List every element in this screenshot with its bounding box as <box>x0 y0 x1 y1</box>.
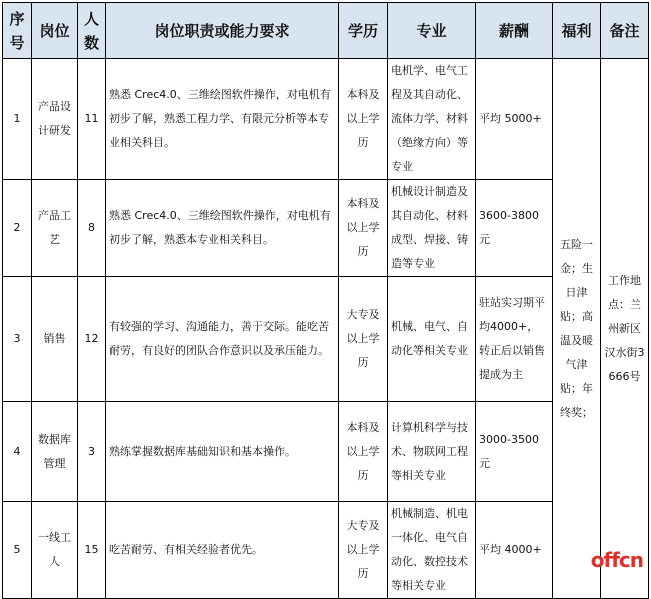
row-count: 12 <box>78 277 106 402</box>
row-salary: 3600-3800 元 <box>476 180 553 277</box>
row-salary: 平均 4000+ <box>476 502 553 599</box>
row-post: 产品工艺 <box>32 180 78 277</box>
row-seq: 2 <box>3 180 32 277</box>
row-duty: 熟悉 Crec4.0、三维绘图软件操作，对电机有初步了解，熟悉工程力学、有限元分析等本专业相关科目。 <box>106 59 339 180</box>
header-seq: 序号 <box>3 3 32 59</box>
header-duty: 岗位职责或能力要求 <box>106 3 339 59</box>
row-salary: 3000-3500 元 <box>476 402 553 502</box>
row-post: 销售 <box>32 277 78 402</box>
row-edu: 本科及以上学历 <box>339 59 388 180</box>
header-post: 岗位 <box>32 3 78 59</box>
table-row <box>3 402 649 502</box>
row-salary: 驻站实习期平均4000+，转正后以销售提成为主 <box>476 277 553 402</box>
header-row <box>3 3 649 59</box>
header-welfare: 福利 <box>553 3 601 59</box>
table-row <box>3 277 649 402</box>
row-count: 8 <box>78 180 106 277</box>
row-post: 产品设计研发 <box>32 59 78 180</box>
row-count: 3 <box>78 402 106 502</box>
row-seq: 4 <box>3 402 32 502</box>
row-edu: 本科及以上学历 <box>339 402 388 502</box>
welfare-cell: 五险一金；生日津贴；高温及暖气津贴；年终奖； <box>553 59 601 599</box>
row-major: 机械制造、机电一体化、电气自动化、数控技术等相关专业 <box>388 502 476 599</box>
row-duty: 熟悉 Crec4.0、三维绘图软件操作，对电机有初步了解，熟悉本专业相关科目。 <box>106 180 339 277</box>
remark-cell: 工作地点：兰州新区汉水街3666号 <box>601 59 649 599</box>
offcn-watermark: offcn <box>590 548 643 572</box>
table-row <box>3 180 649 277</box>
row-major: 计算机科学与技术、物联网工程等相关专业 <box>388 402 476 502</box>
row-count: 11 <box>78 59 106 180</box>
header-salary: 薪酬 <box>476 3 553 59</box>
header-edu: 学历 <box>339 3 388 59</box>
row-edu: 本科及以上学历 <box>339 180 388 277</box>
row-duty: 有较强的学习、沟通能力，善于交际。能吃苦耐劳，有良好的团队合作意识以及承压能力。 <box>106 277 339 402</box>
row-seq: 1 <box>3 59 32 180</box>
row-post: 数据库管理 <box>32 402 78 502</box>
table-row <box>3 59 649 180</box>
table-row <box>3 502 649 599</box>
row-duty: 吃苦耐劳、有相关经验者优先。 <box>106 502 339 599</box>
row-major: 电机学、电气工程及其自动化、流体力学、材料（绝缘方向）等专业 <box>388 59 476 180</box>
header-remark: 备注 <box>601 3 649 59</box>
recruitment-table <box>2 2 649 599</box>
row-post: 一线工人 <box>32 502 78 599</box>
row-seq: 5 <box>3 502 32 599</box>
row-edu: 大专及以上学历 <box>339 277 388 402</box>
row-seq: 3 <box>3 277 32 402</box>
row-edu: 大专及以上学历 <box>339 502 388 599</box>
row-salary: 平均 5000+ <box>476 59 553 180</box>
row-duty: 熟练掌握数据库基础知识和基本操作。 <box>106 402 339 502</box>
row-major: 机械、电气、自动化等相关专业 <box>388 277 476 402</box>
header-count: 人数 <box>78 3 106 59</box>
row-major: 机械设计制造及其自动化、材料成型、焊接、铸造等专业 <box>388 180 476 277</box>
header-major: 专业 <box>388 3 476 59</box>
row-count: 15 <box>78 502 106 599</box>
